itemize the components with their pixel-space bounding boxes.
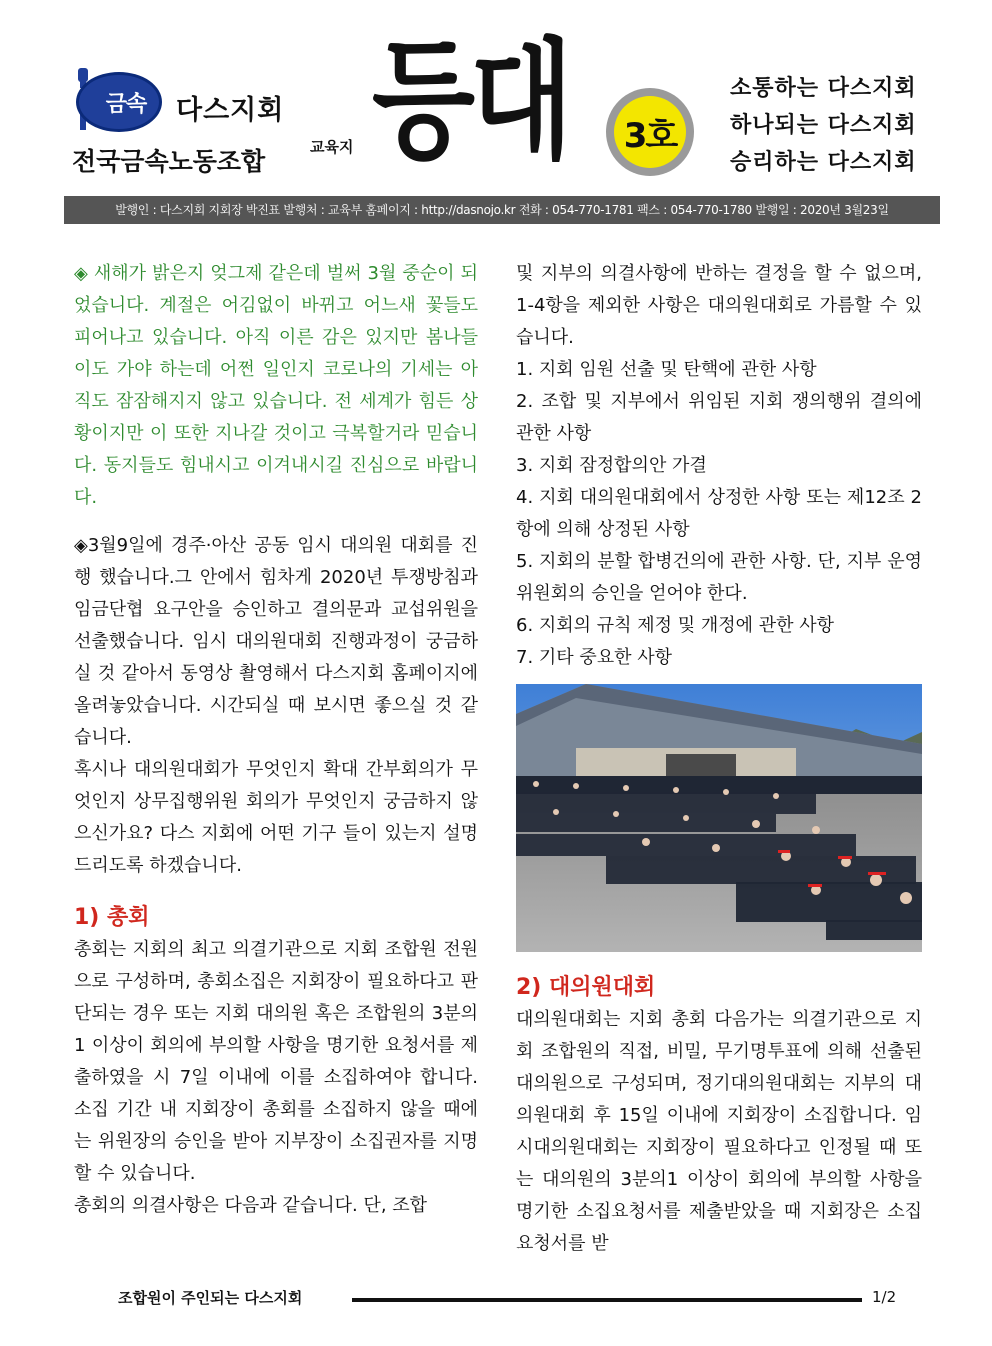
question-paragraph: 혹시나 대의원대회가 무엇인지 확대 간부회의가 무엇인지 상무집행위원 회의가 무엇인지 궁금하지 않으신가요? 다스 지회에 어떤 기구 들이 있는지 설명 드리도록 하겠습니다. bbox=[74, 759, 478, 876]
section-general-assembly-body: 총회는 지회의 최고 의결기관으로 지회 조합원 전원으로 구성하며, 총회소집은 지회장이 필요하다고 판단되는 경우 또는 지회 대의원 혹은 조합원의 3분의 1 이상이 회의에 부의할 사항을 명기한 요청서를 제출하였을 시 7일 이내에 이를 소집하여야 합니다. 소집 기간 내 지회장이 총회를 소집하지 않을 때에는 위원장의 승인을 받아 지부장이 소집권자를 지명할 수 있습니다. bbox=[74, 939, 478, 1184]
continued-paragraph: 및 지부의 의결사항에 반하는 결정을 할 수 없으며, 1-4항을 제외한 사항은 대의원대회로 가름할 수 있습니다. bbox=[516, 263, 922, 348]
right-column bbox=[516, 258, 922, 1260]
issue-badge bbox=[606, 88, 694, 176]
list-item: 5. 지회의 분할 합병건의에 관한 사항. 단, 지부 운영위원회의 승인을 얻어야 한다. bbox=[516, 551, 922, 604]
union-name: 전국금속노동조합 bbox=[72, 147, 266, 176]
section-general-assembly-tail: 총회의 의결사항은 다음과 같습니다. 단, 조합 bbox=[74, 1195, 428, 1216]
rally-photo bbox=[516, 684, 922, 952]
left-column bbox=[74, 258, 478, 1222]
list-item: 7. 기타 중요한 사항 bbox=[516, 647, 673, 668]
section-delegates-body: 대의원대회는 지회 총회 다음가는 의결기관으로 지회 조합원의 직접, 비밀, 무기명투표에 의해 선출된 대의원으로 구성되며, 정기대의원대회는 지부의 대의원대회 후 15일 이내에 지회장이 소집합니다. 임시대의원대회는 지회장이 필요하다고 인정될 때 또는 대의원의 3분의1 이상이 회의에 부의할 사항을 명기한 소집요청서를 제출받았을 때 지회장은 소집요청서를 받 bbox=[516, 1009, 922, 1254]
meeting-paragraph: ◈3월9일에 경주·아산 공동 임시 대의원 대회를 진행 했습니다.그 안에서 힘차게 2020년 투쟁방침과 임금단협 요구안을 승인하고 결의문과 교섭위원을 선출했습니다. 임시 대의원대회 진행과정이 궁금하실 것 같아서 동영상 촬영해서 다스지회 홈페이지에 올려놓았습니다. 시간되실 때 보시면 좋으실 것 같습니다. bbox=[74, 535, 478, 748]
list-item: 4. 지회 대의원대회에서 상정한 사항 또는 제12조 2항에 의해 상정된 사항 bbox=[516, 487, 922, 540]
issue-number: 3호 bbox=[614, 96, 686, 168]
slogan-1: 소통하는 다스지회 bbox=[730, 75, 917, 101]
footer-divider bbox=[352, 1298, 862, 1302]
list-item: 6. 지회의 규칙 제정 및 개정에 관한 사항 bbox=[516, 615, 835, 636]
slogan-2: 하나되는 다스지회 bbox=[730, 112, 917, 138]
section-delegates-title: 2) 대의원대회 bbox=[516, 975, 656, 1000]
publication-info-bar: 발행인 : 다스지회 지회장 박진표 발행처 : 교육부 홈페이지 : http://dasnojo.kr 전화 : 054-770-1781 팩스 : 054-770-1780 발행일 : 2020년 3월23일 bbox=[64, 196, 940, 224]
slogan-3: 승리하는 다스지회 bbox=[730, 149, 917, 175]
footer-slogan: 조합원이 주인되는 다스지회 bbox=[118, 1289, 303, 1307]
list-item: 2. 조합 및 지부에서 위임된 지회 쟁의행위 결의에 관한 사항 bbox=[516, 391, 922, 444]
page-number: 1/2 bbox=[872, 1288, 897, 1306]
intro-paragraph: ◈ 새해가 밝은지 엊그제 같은데 벌써 3월 중순이 되었습니다. 계절은 어김없이 바뀌고 어느새 꽃들도 피어나고 있습니다. 아직 이른 감은 있지만 봄나들이도 가야 하는데 어쩐 일인지 코로나의 기세는 아직도 잠잠해지지 않고 있습니다. 전 세계가 힘든 상황이지만 이 또한 지나갈 것이고 극복할거라 믿습니다. 동지들도 힘내시고 이겨내시길 진심으로 바랍니다. bbox=[74, 263, 478, 508]
section-general-assembly-title: 1) 총회 bbox=[74, 905, 150, 930]
logo-text: 금속 bbox=[105, 91, 147, 117]
newsletter-masthead: 등대 bbox=[372, 25, 569, 177]
list-item: 1. 지회 임원 선출 및 탄핵에 관한 사항 bbox=[516, 359, 817, 380]
edu-label: 교육지 bbox=[310, 138, 354, 156]
slogan-list bbox=[730, 70, 930, 181]
logo-oval bbox=[76, 72, 162, 132]
list-item: 3. 지회 잠정합의안 가결 bbox=[516, 455, 707, 476]
union-logo bbox=[72, 66, 162, 132]
branch-name: 다스지회 bbox=[176, 95, 285, 126]
